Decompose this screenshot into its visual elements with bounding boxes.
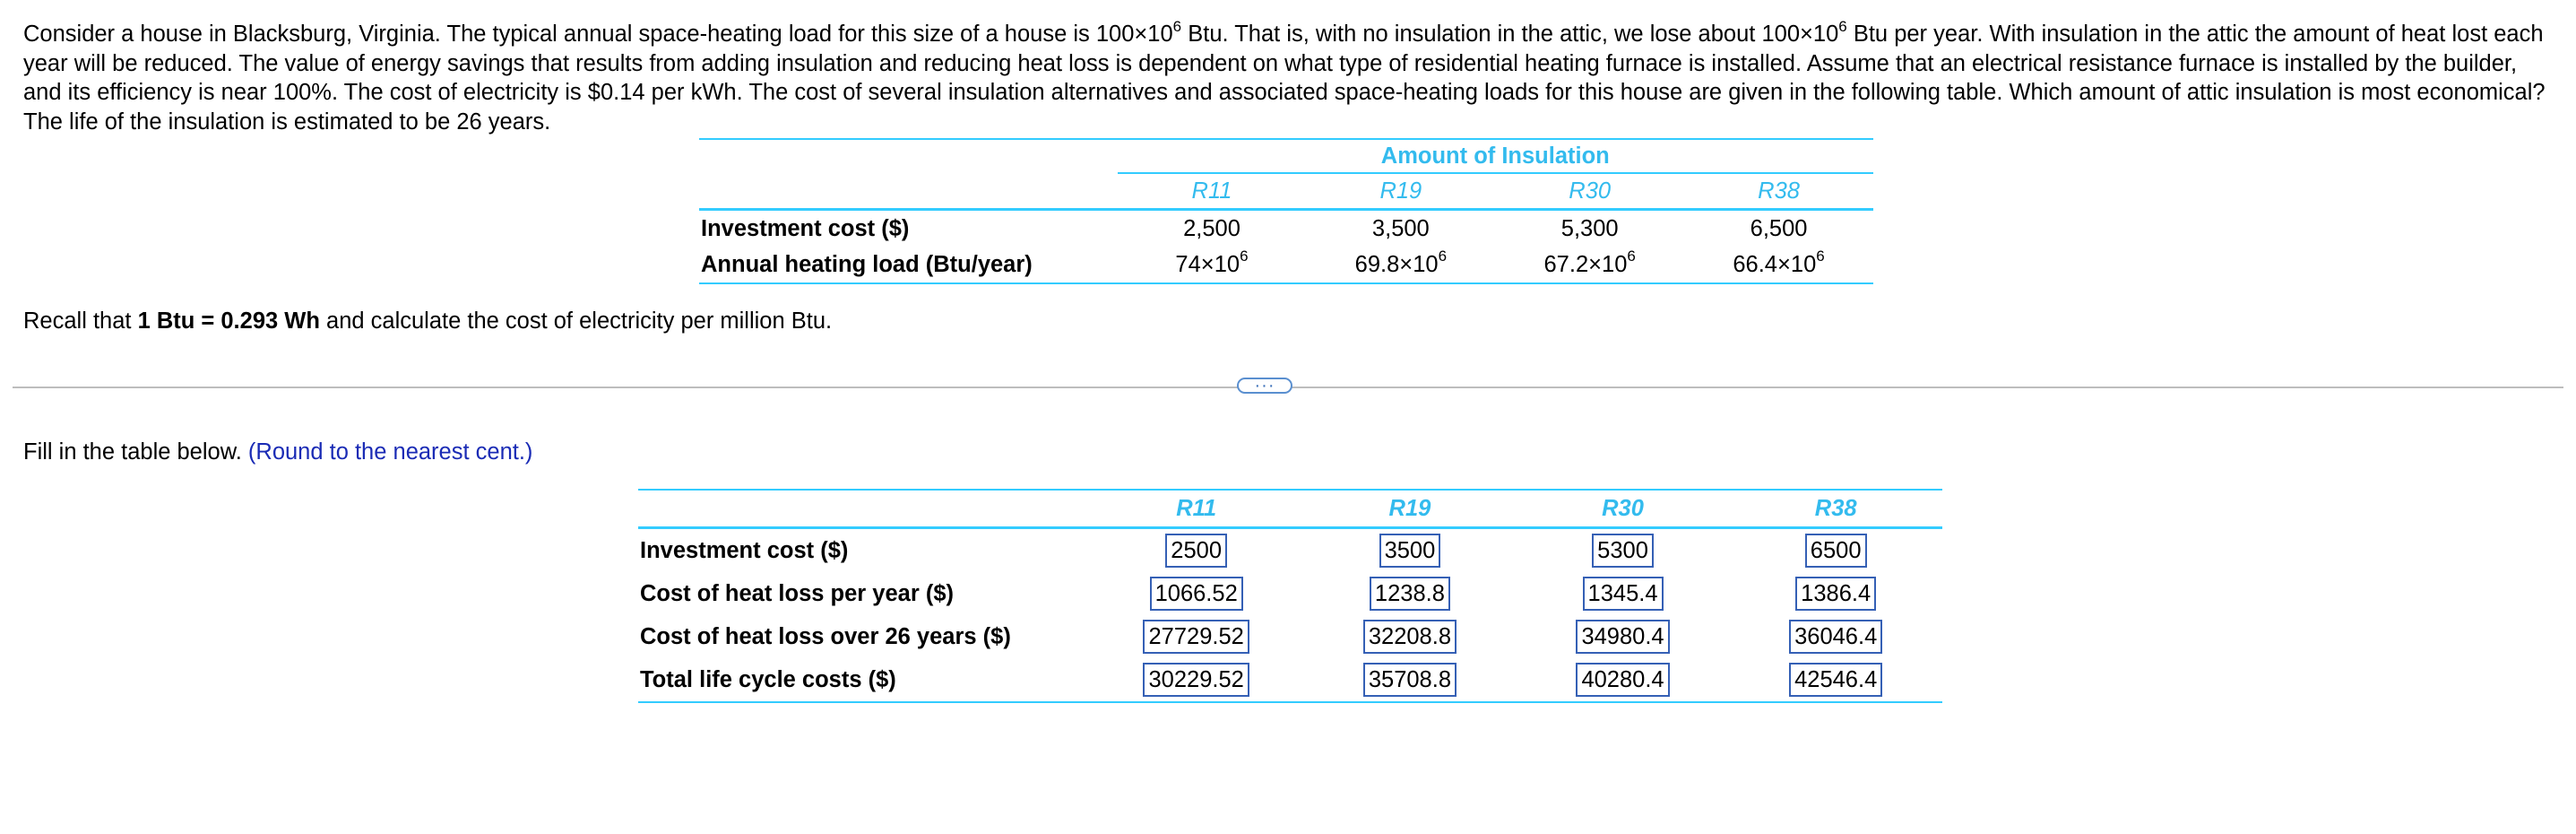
instruction-text: Fill in the table below. (Round to the nearest cent.) [23, 439, 533, 465]
table-cell: 6,500 [1750, 215, 1808, 241]
row-label: Annual heating load (Btu/year) [701, 251, 1033, 277]
amount-of-insulation-header: Amount of Insulation [1118, 139, 1873, 173]
table-cell: 3,500 [1371, 215, 1430, 241]
recall-note: Recall that 1 Btu = 0.293 Wh and calculate the cost of electricity per million Btu. [23, 308, 833, 334]
answer-box[interactable]: 1386.4 [1795, 577, 1876, 611]
answer-box[interactable]: 35708.8 [1363, 663, 1457, 697]
row-label: Investment cost ($) [640, 537, 849, 563]
column-header-r38: R38 [1729, 490, 1942, 528]
answer-box[interactable]: 36046.4 [1789, 620, 1882, 654]
answer-box[interactable]: 1066.52 [1150, 577, 1243, 611]
table-row [699, 247, 1873, 283]
table-row [638, 615, 1942, 658]
column-header-r38: R38 [1684, 173, 1873, 210]
table-cell: $69.8\times 10^6$ [1354, 248, 1448, 277]
answer-box[interactable]: 6500 [1805, 534, 1867, 568]
answer-box[interactable]: 27729.52 [1143, 620, 1249, 654]
answer-box[interactable]: 5300 [1592, 534, 1654, 568]
table-row [699, 210, 1873, 248]
table-cell: 2,500 [1183, 215, 1240, 241]
column-header-r11: R11 [1089, 490, 1303, 528]
expand-more-button[interactable]: ··· [1237, 378, 1292, 394]
answer-box[interactable]: 2500 [1165, 534, 1227, 568]
answer-box[interactable]: 30229.52 [1143, 663, 1249, 697]
answer-box[interactable]: 40280.4 [1576, 663, 1669, 697]
column-header-r19: R19 [1303, 490, 1517, 528]
column-header-r30: R30 [1517, 490, 1730, 528]
column-header-r30: R30 [1495, 173, 1684, 210]
column-header-r11: R11 [1118, 173, 1307, 210]
answer-box[interactable]: 1238.8 [1370, 577, 1450, 611]
row-label: Cost of heat loss over 26 years ($) [640, 623, 1011, 649]
table-cell: $66.4\times 10^6$ [1733, 248, 1825, 277]
rounding-hint: (Round to the nearest cent.) [247, 439, 533, 465]
given-insulation-table [699, 138, 1873, 284]
answer-table [638, 489, 1942, 703]
column-header-r19: R19 [1306, 173, 1495, 210]
answer-box[interactable]: 32208.8 [1363, 620, 1457, 654]
row-label: Cost of heat loss per year ($) [640, 580, 955, 606]
table-row [638, 658, 1942, 702]
answer-box[interactable]: 42546.4 [1789, 663, 1882, 697]
row-label: Investment cost ($) [701, 215, 910, 241]
answer-box[interactable]: 3500 [1379, 534, 1441, 568]
problem-statement: Consider a house in Blacksburg, Virginia. The typical annual space-heating load for this size of a house is $100\times 10^6$ Btu. That is, with no insulation in the attic, we lose about $100\times 10^6$ Btu per year. With insulation in the attic the amount of heat lost each year will be reduced. The value of energy savings that results from adding insulation and reducing heat loss is dependent on what type of residential heating furnace is installed. Assume that an electrical resistance furnace is installed by the builder, and its efficiency is near 100%. The cost of electricity is $0.14 per kWh. The cost of several insulation alternatives and associated space-heating loads for this house are given in the following table. Which amount of attic insulation is most economical? The life of the insulation is estimated to be 26 years. [23, 17, 2546, 135]
answer-box[interactable]: 1345.4 [1583, 577, 1664, 611]
table-row [638, 528, 1942, 573]
row-label: Total life cycle costs ($) [640, 666, 896, 692]
table-cell: 5,300 [1560, 215, 1619, 241]
table-cell: $67.2\times 10^6$ [1543, 248, 1636, 277]
answer-box[interactable]: 34980.4 [1576, 620, 1669, 654]
table-cell: $74\times 10^6$ [1175, 248, 1249, 277]
table-row [638, 572, 1942, 615]
